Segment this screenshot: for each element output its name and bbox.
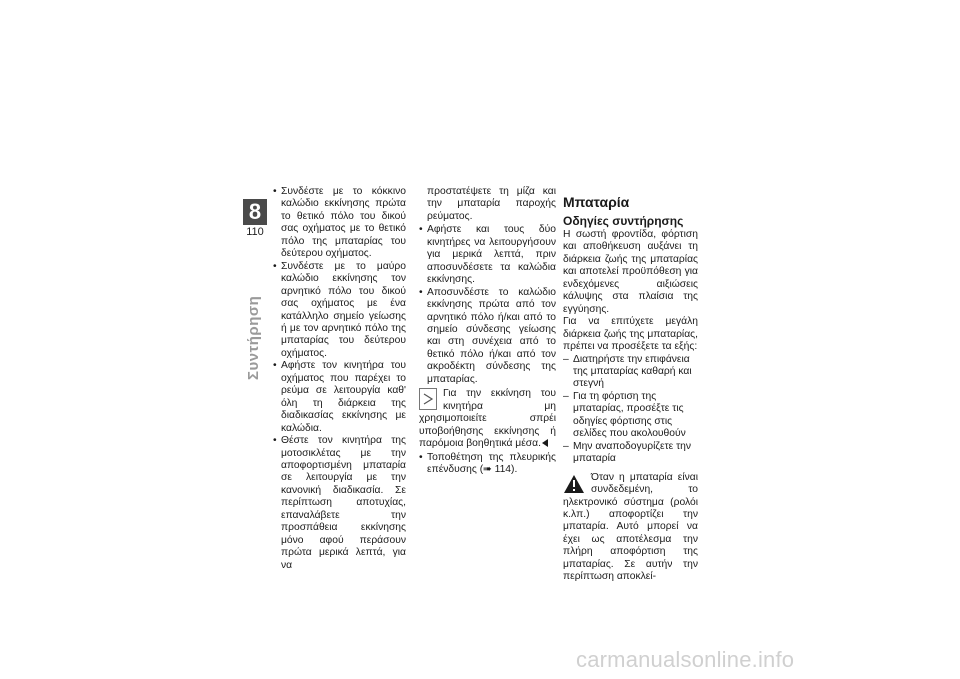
list-item: • Τοποθέτηση της πλευρικής επένδυσης (➠ 114). [419, 452, 556, 477]
list-item: • Θέστε τον κινητήρα της μοτοσικλέτας με την αποφορτισμένη μπαταρία σε λειτουργία με την κανονική διαδικασία. Σε περίπτωση αποτυχίας, επαναλάβετε την προσπάθεια εκκίνησης μόνο αφού περάσουν πρώτα μερικά λεπτά, για να [273, 435, 406, 572]
paragraph: Για να επιτύχετε μεγάλη διάρκεια ζωής της μπαταρίας, πρέπει να προσέξετε τα εξής: [563, 316, 698, 353]
continuation-text: προστατέψετε τη μίζα και την μπαταρία παροχής ρεύματος. [427, 186, 556, 222]
step-list-2 [419, 224, 556, 386]
care-list [563, 354, 698, 466]
end-marker-icon [542, 439, 548, 447]
list-item: – Μην αναποδογυρίζετε την μπαταρία [563, 441, 698, 466]
step-list-3 [419, 452, 556, 477]
subsection-title: Οδηγίες συντήρησης [563, 214, 684, 228]
note-box [419, 388, 556, 450]
note-triangle-icon [419, 388, 437, 410]
warning-text: Όταν η μπαταρία είναι συνδεδεμένη, το ηλεκτρονικό σύστημα (ρολόι κ.λπ.) αποφορτίζει την μπαταρία. Αυτό μπορεί να έχει ως αποτέλεσμα την πλήρη αποφόρτιση της μπαταρίας. Σε αυτήν την περίπτωση αποκλεί- [563, 471, 698, 583]
list-item: – Για τη φόρτιση της μπαταρίας, προσέξτε τις οδηγίες φόρτισης στις σελίδες που ακολουθούν [563, 391, 698, 441]
list-item: • Συνδέστε με το μαύρο καλώδιο εκκίνησης τον αρνητικό πόλο του δικού σας οχήματος με ένα κατάλληλο σημείο γείωσης ή με τον αρνητικό πόλο της μπαταρίας του δεύτερου οχήματος. [273, 261, 406, 361]
text-column-3 [563, 186, 698, 584]
warning-triangle-icon [563, 474, 585, 494]
list-item: – Διατηρήστε την επιφάνεια της μπαταρίας καθαρή και στεγνή [563, 354, 698, 391]
text-column-2 [419, 186, 556, 476]
list-item: • Αφήστε και τους δύο κινητήρες να λειτουργήσουν για μερικά λεπτά, πριν αποσυνδέσετε τα καλώδια εκκίνησης. [419, 224, 556, 286]
note-text: Για την εκκίνηση του κινητήρα μη χρησιμοποιείτε σπρέι υποβοήθησης εκκίνησης ή παρόμοια βοηθητικά μέσα. [419, 388, 556, 450]
section-title: Μπαταρία [563, 194, 630, 210]
step-list-1 [273, 186, 406, 572]
watermark: carmanualsonline.info [576, 647, 795, 672]
list-item: • Αφήστε τον κινητήρα του οχήματος που παρέχει το ρεύμα σε λειτουργία καθ' όλη τη διάρκεια της διαδικασίας εκκίνησης με καλώδια. [273, 360, 406, 435]
paragraph: Η σωστή φροντίδα, φόρτιση και αποθήκευση αυξάνει τη διάρκεια ζωής της μπαταρίας και αποτελεί προϋπόθεση για ενδεχόμενες αιξιώσεις κάλυψης στα πλαίσια της εγγύησης. [563, 229, 698, 315]
list-item: • Αποσυνδέστε το καλώδιο εκκίνησης πρώτα από τον αρνητικό πόλο ή/και από το σημείο σύνδεσης γείωσης και στη συνέχεια από το θετικό πόλο ή/και από τον ακροδέκτη σύνδεσης της μπαταρίας. [419, 287, 556, 387]
chapter-number-badge: 8 [243, 199, 267, 225]
text-column-1 [273, 186, 406, 572]
list-item: • Συνδέστε με το κόκκινο καλώδιο εκκίνησης πρώτα το θετικό πόλο του δικού σας οχήματος με το θετικό πόλο της μπαταρίας του δεύτερου οχήματος. [273, 186, 406, 261]
warning-box [563, 472, 698, 584]
chapter-title-vertical: Συντήρηση [245, 295, 262, 380]
page-number: 110 [246, 226, 264, 238]
